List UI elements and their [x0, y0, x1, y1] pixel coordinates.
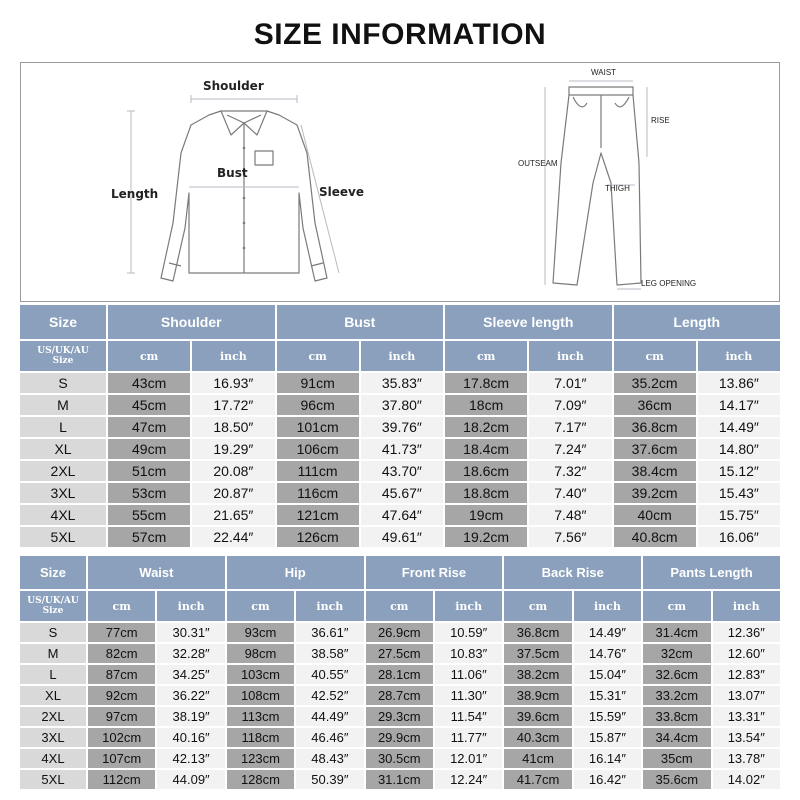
inch-value-cell: 15.04″: [574, 665, 641, 684]
column-header: Waist: [88, 556, 225, 589]
cm-value-cell: 40.8cm: [614, 527, 696, 547]
cm-value-cell: 40cm: [614, 505, 696, 525]
inch-value-cell: 50.39″: [296, 770, 363, 789]
cm-value-cell: 45cm: [108, 395, 190, 415]
inch-value-cell: 10.59″: [435, 623, 502, 642]
table-row: [20, 770, 780, 789]
inch-value-cell: 15.87″: [574, 728, 641, 747]
pants-unit-row: [20, 591, 780, 621]
unit-cm: cm: [504, 591, 571, 621]
table-row: [20, 728, 780, 747]
unit-cm: cm: [277, 341, 359, 371]
inch-value-cell: 16.14″: [574, 749, 641, 768]
inch-value-cell: 16.06″: [698, 527, 780, 547]
unit-inch: inch: [435, 591, 502, 621]
inch-value-cell: 38.58″: [296, 644, 363, 663]
inch-value-cell: 42.13″: [157, 749, 224, 768]
size-cell: 4XL: [20, 505, 106, 525]
unit-cm: cm: [366, 591, 433, 621]
pants-size-table: [18, 554, 782, 791]
cm-value-cell: 18cm: [445, 395, 527, 415]
tops-table-body: [20, 373, 780, 547]
inch-value-cell: 12.60″: [713, 644, 780, 663]
column-header: Back Rise: [504, 556, 641, 589]
inch-value-cell: 13.07″: [713, 686, 780, 705]
inch-value-cell: 22.44″: [192, 527, 274, 547]
cm-value-cell: 87cm: [88, 665, 155, 684]
cm-value-cell: 27.5cm: [366, 644, 433, 663]
inch-value-cell: 12.83″: [713, 665, 780, 684]
inch-value-cell: 49.61″: [361, 527, 443, 547]
inch-value-cell: 15.75″: [698, 505, 780, 525]
inch-value-cell: 34.25″: [157, 665, 224, 684]
inch-value-cell: 37.80″: [361, 395, 443, 415]
cm-value-cell: 36.8cm: [504, 623, 571, 642]
inch-value-cell: 16.93″: [192, 373, 274, 393]
cm-value-cell: 35.6cm: [643, 770, 710, 789]
cm-value-cell: 103cm: [227, 665, 294, 684]
cm-value-cell: 18.4cm: [445, 439, 527, 459]
size-cell: 2XL: [20, 707, 86, 726]
cm-value-cell: 116cm: [277, 483, 359, 503]
inch-value-cell: 46.46″: [296, 728, 363, 747]
cm-value-cell: 29.3cm: [366, 707, 433, 726]
cm-value-cell: 57cm: [108, 527, 190, 547]
tops-size-table: [18, 303, 782, 549]
size-cell: XL: [20, 439, 106, 459]
pants-table-body: [20, 623, 780, 789]
tops-unit-row: [20, 341, 780, 371]
inch-value-cell: 7.01″: [529, 373, 611, 393]
inch-value-cell: 19.29″: [192, 439, 274, 459]
cm-value-cell: 128cm: [227, 770, 294, 789]
thigh-label: THIGH: [605, 184, 630, 193]
measurement-diagram: [20, 62, 780, 302]
cm-value-cell: 47cm: [108, 417, 190, 437]
cm-value-cell: 36cm: [614, 395, 696, 415]
inch-value-cell: 11.77″: [435, 728, 502, 747]
cm-value-cell: 77cm: [88, 623, 155, 642]
cm-value-cell: 31.1cm: [366, 770, 433, 789]
cm-value-cell: 123cm: [227, 749, 294, 768]
size-cell: 2XL: [20, 461, 106, 481]
inch-value-cell: 20.87″: [192, 483, 274, 503]
cm-value-cell: 18.6cm: [445, 461, 527, 481]
cm-value-cell: 34.4cm: [643, 728, 710, 747]
inch-value-cell: 21.65″: [192, 505, 274, 525]
inch-value-cell: 14.80″: [698, 439, 780, 459]
table-row: [20, 395, 780, 415]
cm-value-cell: 106cm: [277, 439, 359, 459]
cm-value-cell: 33.2cm: [643, 686, 710, 705]
unit-cm: cm: [88, 591, 155, 621]
inch-value-cell: 30.31″: [157, 623, 224, 642]
table-row: [20, 417, 780, 437]
cm-value-cell: 30.5cm: [366, 749, 433, 768]
column-header: Front Rise: [366, 556, 503, 589]
inch-value-cell: 12.01″: [435, 749, 502, 768]
inch-value-cell: 12.24″: [435, 770, 502, 789]
inch-value-cell: 15.43″: [698, 483, 780, 503]
cm-value-cell: 37.6cm: [614, 439, 696, 459]
inch-value-cell: 48.43″: [296, 749, 363, 768]
size-system-line: Size: [52, 356, 74, 366]
inch-value-cell: 40.16″: [157, 728, 224, 747]
cm-value-cell: 126cm: [277, 527, 359, 547]
size-cell: S: [20, 623, 86, 642]
cm-value-cell: 17.8cm: [445, 373, 527, 393]
inch-value-cell: 16.42″: [574, 770, 641, 789]
table-row: [20, 461, 780, 481]
inch-value-cell: 41.73″: [361, 439, 443, 459]
column-header: Sleeve length: [445, 305, 612, 339]
cm-value-cell: 35cm: [643, 749, 710, 768]
unit-inch: inch: [361, 341, 443, 371]
table-row: [20, 686, 780, 705]
inch-value-cell: 7.32″: [529, 461, 611, 481]
column-header: Length: [614, 305, 781, 339]
size-header: Size: [20, 556, 86, 589]
inch-value-cell: 40.55″: [296, 665, 363, 684]
cm-value-cell: 97cm: [88, 707, 155, 726]
cm-value-cell: 51cm: [108, 461, 190, 481]
cm-value-cell: 26.9cm: [366, 623, 433, 642]
rise-label: RISE: [651, 116, 670, 125]
unit-cm: cm: [108, 341, 190, 371]
waist-label: WAIST: [591, 68, 617, 77]
inch-value-cell: 15.59″: [574, 707, 641, 726]
column-header: Shoulder: [108, 305, 275, 339]
cm-value-cell: 39.2cm: [614, 483, 696, 503]
inch-value-cell: 12.36″: [713, 623, 780, 642]
size-cell: L: [20, 417, 106, 437]
cm-value-cell: 19cm: [445, 505, 527, 525]
inch-value-cell: 13.54″: [713, 728, 780, 747]
cm-value-cell: 36.8cm: [614, 417, 696, 437]
inch-value-cell: 14.17″: [698, 395, 780, 415]
column-header: Hip: [227, 556, 364, 589]
inch-value-cell: 13.78″: [713, 749, 780, 768]
unit-inch: inch: [157, 591, 224, 621]
cm-value-cell: 29.9cm: [366, 728, 433, 747]
unit-cm: cm: [643, 591, 710, 621]
inch-value-cell: 14.02″: [713, 770, 780, 789]
cm-value-cell: 35.2cm: [614, 373, 696, 393]
inch-value-cell: 36.61″: [296, 623, 363, 642]
cm-value-cell: 39.6cm: [504, 707, 571, 726]
inch-value-cell: 13.86″: [698, 373, 780, 393]
inch-value-cell: 7.40″: [529, 483, 611, 503]
leg-opening-label: LEG OPENING: [641, 279, 697, 288]
page-title: SIZE INFORMATION: [253, 18, 547, 51]
cm-value-cell: 121cm: [277, 505, 359, 525]
inch-value-cell: 47.64″: [361, 505, 443, 525]
size-cell: XL: [20, 686, 86, 705]
inch-value-cell: 10.83″: [435, 644, 502, 663]
table-row: [20, 483, 780, 503]
inch-value-cell: 11.06″: [435, 665, 502, 684]
unit-inch: inch: [713, 591, 780, 621]
size-cell: 4XL: [20, 749, 86, 768]
cm-value-cell: 107cm: [88, 749, 155, 768]
unit-cm: cm: [445, 341, 527, 371]
cm-value-cell: 101cm: [277, 417, 359, 437]
cm-value-cell: 111cm: [277, 461, 359, 481]
tops-header-row: [20, 305, 780, 339]
inch-value-cell: 35.83″: [361, 373, 443, 393]
cm-value-cell: 31.4cm: [643, 623, 710, 642]
size-system-label: [20, 341, 106, 371]
cm-value-cell: 28.7cm: [366, 686, 433, 705]
cm-value-cell: 18.2cm: [445, 417, 527, 437]
inch-value-cell: 15.31″: [574, 686, 641, 705]
unit-inch: inch: [529, 341, 611, 371]
inch-value-cell: 38.19″: [157, 707, 224, 726]
shoulder-label: Shoulder: [203, 79, 264, 93]
inch-value-cell: 14.49″: [698, 417, 780, 437]
table-row: [20, 665, 780, 684]
size-header: Size: [20, 305, 106, 339]
pants-illustration: [21, 63, 779, 301]
cm-value-cell: 28.1cm: [366, 665, 433, 684]
unit-inch: inch: [296, 591, 363, 621]
inch-value-cell: 7.56″: [529, 527, 611, 547]
size-system-line: US/UK/AU: [37, 346, 89, 356]
column-header: Bust: [277, 305, 444, 339]
inch-value-cell: 11.54″: [435, 707, 502, 726]
cm-value-cell: 41.7cm: [504, 770, 571, 789]
unit-inch: inch: [698, 341, 780, 371]
size-cell: 3XL: [20, 483, 106, 503]
cm-value-cell: 91cm: [277, 373, 359, 393]
cm-value-cell: 38.4cm: [614, 461, 696, 481]
inch-value-cell: 7.24″: [529, 439, 611, 459]
table-row: [20, 707, 780, 726]
size-cell: M: [20, 395, 106, 415]
cm-value-cell: 19.2cm: [445, 527, 527, 547]
size-system-label: [20, 591, 86, 621]
inch-value-cell: 42.52″: [296, 686, 363, 705]
length-label: Length: [111, 187, 159, 201]
inch-value-cell: 39.76″: [361, 417, 443, 437]
inch-value-cell: 32.28″: [157, 644, 224, 663]
inch-value-cell: 7.48″: [529, 505, 611, 525]
cm-value-cell: 40.3cm: [504, 728, 571, 747]
inch-value-cell: 7.17″: [529, 417, 611, 437]
unit-cm: cm: [614, 341, 696, 371]
cm-value-cell: 43cm: [108, 373, 190, 393]
unit-inch: inch: [192, 341, 274, 371]
cm-value-cell: 118cm: [227, 728, 294, 747]
size-cell: M: [20, 644, 86, 663]
table-row: [20, 505, 780, 525]
inch-value-cell: 11.30″: [435, 686, 502, 705]
cm-value-cell: 82cm: [88, 644, 155, 663]
cm-value-cell: 55cm: [108, 505, 190, 525]
cm-value-cell: 113cm: [227, 707, 294, 726]
table-row: [20, 749, 780, 768]
inch-value-cell: 7.09″: [529, 395, 611, 415]
unit-inch: inch: [574, 591, 641, 621]
size-system-line: US/UK/AU: [27, 596, 79, 606]
cm-value-cell: 18.8cm: [445, 483, 527, 503]
inch-value-cell: 13.31″: [713, 707, 780, 726]
inch-value-cell: 17.72″: [192, 395, 274, 415]
outseam-label: OUTSEAM: [518, 159, 558, 168]
pants-header-row: [20, 556, 780, 589]
table-row: [20, 623, 780, 642]
cm-value-cell: 32cm: [643, 644, 710, 663]
cm-value-cell: 108cm: [227, 686, 294, 705]
size-cell: S: [20, 373, 106, 393]
column-header: Pants Length: [643, 556, 780, 589]
cm-value-cell: 102cm: [88, 728, 155, 747]
inch-value-cell: 20.08″: [192, 461, 274, 481]
size-system-line: Size: [42, 606, 64, 616]
inch-value-cell: 18.50″: [192, 417, 274, 437]
cm-value-cell: 112cm: [88, 770, 155, 789]
cm-value-cell: 53cm: [108, 483, 190, 503]
cm-value-cell: 93cm: [227, 623, 294, 642]
inch-value-cell: 15.12″: [698, 461, 780, 481]
cm-value-cell: 38.2cm: [504, 665, 571, 684]
inch-value-cell: 14.76″: [574, 644, 641, 663]
size-cell: 3XL: [20, 728, 86, 747]
cm-value-cell: 38.9cm: [504, 686, 571, 705]
cm-value-cell: 37.5cm: [504, 644, 571, 663]
inch-value-cell: 45.67″: [361, 483, 443, 503]
cm-value-cell: 98cm: [227, 644, 294, 663]
inch-value-cell: 36.22″: [157, 686, 224, 705]
size-cell: L: [20, 665, 86, 684]
cm-value-cell: 32.6cm: [643, 665, 710, 684]
table-row: [20, 644, 780, 663]
inch-value-cell: 44.09″: [157, 770, 224, 789]
table-row: [20, 373, 780, 393]
bust-label: Bust: [217, 166, 248, 180]
table-row: [20, 527, 780, 547]
size-cell: 5XL: [20, 527, 106, 547]
inch-value-cell: 44.49″: [296, 707, 363, 726]
cm-value-cell: 92cm: [88, 686, 155, 705]
sleeve-label: Sleeve: [319, 185, 364, 199]
cm-value-cell: 49cm: [108, 439, 190, 459]
cm-value-cell: 96cm: [277, 395, 359, 415]
table-row: [20, 439, 780, 459]
inch-value-cell: 14.49″: [574, 623, 641, 642]
unit-cm: cm: [227, 591, 294, 621]
inch-value-cell: 43.70″: [361, 461, 443, 481]
cm-value-cell: 33.8cm: [643, 707, 710, 726]
cm-value-cell: 41cm: [504, 749, 571, 768]
size-cell: 5XL: [20, 770, 86, 789]
